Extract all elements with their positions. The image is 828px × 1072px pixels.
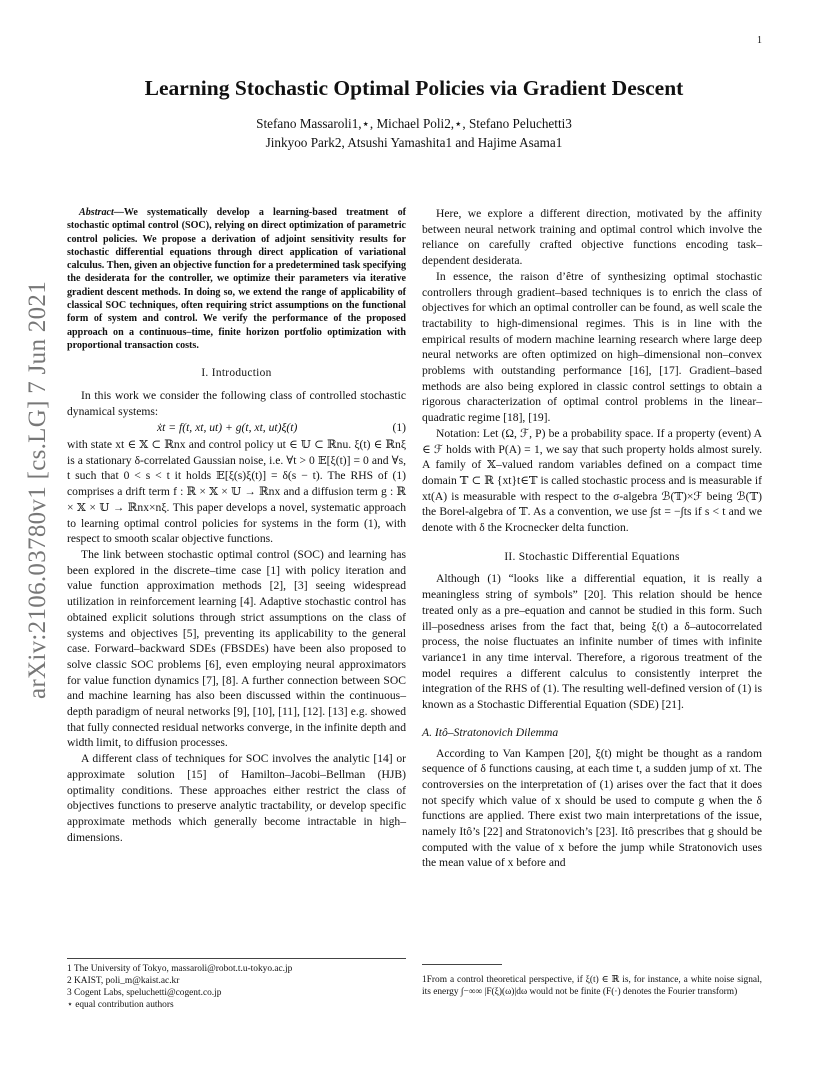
left-column xyxy=(67,206,406,845)
abstract-text: —We systematically develop a learning-based treatment of stochastic optimal control (SOC), relying on direct optimization of parametric control policies. We propose a derivation of adjoint sensitivity results for stochastic differential equations through direct application of variational calculus. Then, given an objective function for a predetermined task specifying the desiderata for the controller, we optimize their parameters via iterative gradient descent methods. In doing so, we extend the range of applicability of classical SOC techniques, often requiring strict assumptions on the functional form of system and control. We verify the performance of the proposed approach on a continuous–time, finite horizon portfolio optimization with proportional transaction costs. xyxy=(67,207,406,351)
section-heading-sde: II. Stochastic Differential Equations xyxy=(504,550,680,563)
authors-line-2: Jinkyoo Park2, Atsushi Yamashita1 and Hajime Asama1 xyxy=(265,135,563,150)
affiliation-footnotes xyxy=(67,958,406,1011)
abstract xyxy=(67,206,406,352)
sde-paragraph-2: According to Van Kampen [20], ξ(t) might be thought as a random sequence of δ functions causing, at each time t, a sudden jump of xt. The controversies on the interpretation of (1) arises over the fact that it does not specify which value of x should be used to compute g when the δ functions are applied. There exist two main interpretations of the issue, namely Itô’s [22] and Stratonovich’s [23]. Itô prescribes that g should be computed with the value of x before the jump while Stratonovich uses the mean value of x before and xyxy=(422,746,762,870)
abstract-label: Abstract xyxy=(79,207,114,218)
footnote-1: 1From a control theoretical perspective, if ξ(t) ∈ ℝ is, for instance, a white noise signal, its energy ∫−∞∞ |F(ξ)(ω)|dω would not be finite (F(·) denotes the Fourier transform) xyxy=(422,975,762,997)
right-column xyxy=(422,206,762,871)
right-paragraph-1: Here, we explore a different direction, motivated by the affinity between neural network training and optimal control which involve the reliance on carefully crafted objective functions encoding task–dependent desiderata. xyxy=(422,207,762,268)
footnote-affiliation-1: 1 The University of Tokyo, massaroli@robot.t.u-tokyo.ac.jp xyxy=(67,964,293,974)
intro-paragraph-3: The link between stochastic optimal control (SOC) and learning has been explored in the discrete–time case [1] with policy iteration and value function approximation methods [2], [3] seeing widespread utilization in reinforcement learning [4]. Adaptive stochastic control has obtained explicit solutions through strict assumptions on the class of systems and objectives [5], preventing its applicability to the general case. Forward–backward SDEs (FBSDEs) have been also proposed to solve classic SOC problems [6], even employing neural approximators for value function dynamics [7], [8]. A further connection between SOC and machine learning has also been discussed within the continuous–depth paradigm of neural networks [9], [10], [11], [12]. [13] e.g. showed that fully connected residual networks converge, in the infinite depth and width limit, to diffusion processes. xyxy=(67,548,406,750)
arxiv-identifier xyxy=(8,281,68,699)
intro-paragraph-2: with state xt ∈ 𝕏 ⊂ ℝnx and control policy ut ∈ 𝕌 ⊂ ℝnu. ξ(t) ∈ ℝnξ is a stationary δ-correlated Gaussian noise, i.e. ∀t > 0 𝔼[ξ(t)] = 0 and ∀s, t such that 0 < s < t it holds 𝔼[ξ(s)ξ(t)] = δ(s − t). The RHS of (1) comprises a drift term f : ℝ × 𝕏 × 𝕌 → ℝnx and a diffusion term g : ℝ × 𝕏 × 𝕌 → ℝnx×nξ. This paper develops a novel, systematic approach to learning optimal control policies for systems in the form (1), with respect to smooth scalar objective functions. xyxy=(67,438,406,546)
intro-paragraph-4: A different class of techniques for SOC involves the analytic [14] or approximate solution [15] of Hamilton–Jacobi–Bellman (HJB) optimality conditions. These approaches either restrict the class of objectives functions to preserve analytic tractability, or develop specific approximate methods which generally become intractable in high–dimensions. xyxy=(67,752,406,844)
equation-1-number: (1) xyxy=(392,421,406,435)
intro-paragraph-1: In this work we consider the following class of controlled stochastic dynamical systems: xyxy=(67,388,406,418)
right-paragraph-2: In essence, the raison d’être of synthesizing optimal stochastic controllers through gradient–based techniques is to enrich the class of objectives for which an optimal controller can be found, as well scale the tractability to high-dimensional regimes. This is in line with the empirical results of modern machine learning research where large deep neural networks are often optimized on high–dimensional non–convex problems with outstanding performance [16], [17]. Gradient–based methods are also being explored in classic control settings to obtain a rigorous characterization of optimal control problems in the linear–quadratic regime [18], [19]. xyxy=(422,269,762,425)
equation-1 xyxy=(67,419,406,437)
subsection-heading-ito-stratonovich: A. Itô–Stratonovich Dilemma xyxy=(422,725,559,739)
page-number: 1 xyxy=(757,35,762,46)
equation-1-body: ẋt = f(t, xt, ut) + g(t, xt, ut)ξ(t) xyxy=(157,421,298,435)
arxiv-identifier-text: arXiv:2106.03780v1 [cs.LG] 7 Jun 2021 xyxy=(24,281,51,699)
author-block xyxy=(66,114,762,152)
authors-line-1: Stefano Massaroli1,⋆, Michael Poli2,⋆, Stefano Peluchetti3 xyxy=(256,116,572,131)
section-heading-introduction: I. Introduction xyxy=(201,367,272,380)
footnote-affiliation-2: 2 KAIST, poli_m@kaist.ac.kr xyxy=(67,976,180,986)
footnote-affiliation-3: 3 Cogent Labs, speluchetti@cogent.co.jp xyxy=(67,988,222,998)
sde-paragraph-1: Although (1) “looks like a differential equation, it is really a meaningless string of symbols” [20]. This relation should be hence treated only as a pre–equation and cannot be studied in this form. Such ill–posedness arises from the fact that, being ξ(t) a δ–autocorrelated process, the noise fluctuates an infinite number of times with infinite variance1 in any time interval. Therefore, a rigorous treatment of the model requires a different calculus to consistently interpret the integration of the RHS of (1). The resulting well-defined version of (1) is known as a Stochastic Differential Equation (SDE) [21]. xyxy=(422,572,762,712)
footnote-equal-contribution: ⋆ equal contribution authors xyxy=(67,1000,174,1010)
footnote-divider xyxy=(422,964,502,965)
notation-paragraph: Notation: Let (Ω, ℱ, P) be a probability space. If a property (event) A ∈ ℱ holds with P(A) = 1, we say that such property holds almost surely. A family of 𝕏–valued random variables defined on a compact time domain 𝕋 ⊂ ℝ {xt}t∈𝕋 is called stochastic process and is measurable if xt(A) is measurable with respect to the σ-algebra ℬ(𝕋)×ℱ being ℬ(𝕋) the Borel-algebra of 𝕋. As a convention, we use ∫st = −∫ts if s < t and we denote with δ the Krocnecker delta function. xyxy=(422,426,762,535)
paper-title: Learning Stochastic Optimal Policies via Gradient Descent xyxy=(144,76,684,100)
